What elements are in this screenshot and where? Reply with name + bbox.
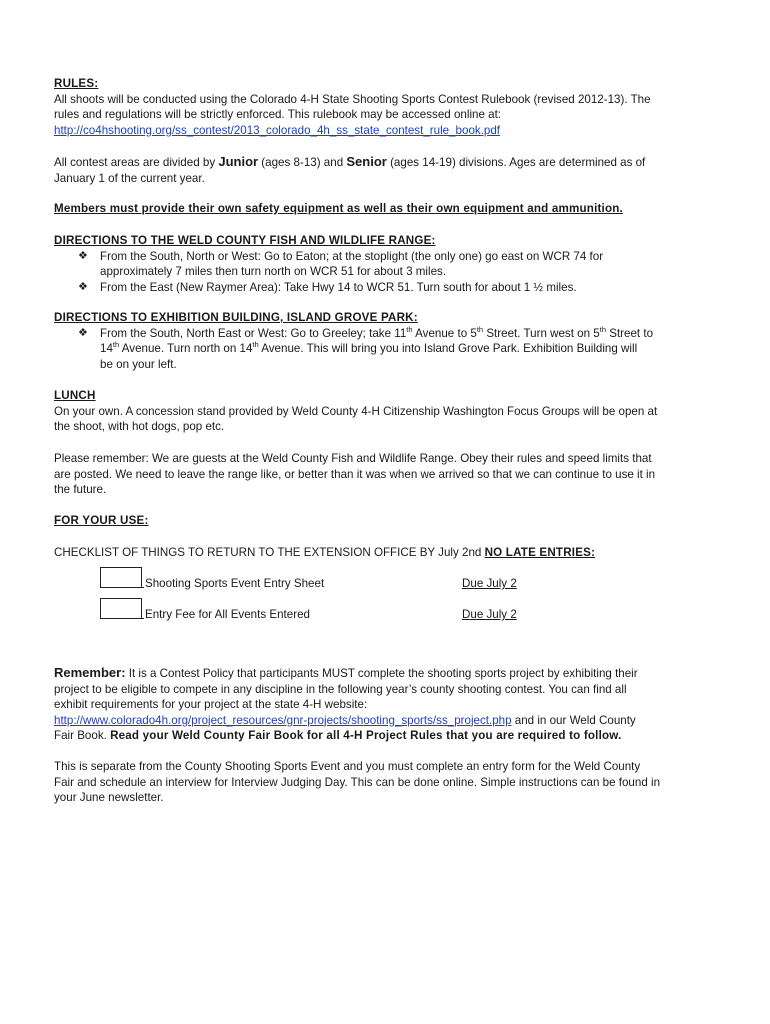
- remember-label: Remember:: [54, 665, 126, 680]
- checklist-item-label: Entry Fee for All Events Entered: [145, 608, 310, 621]
- direction-text: From the East (New Raymer Area): Take Hwy 14 to WCR 51. Turn south for about 1 ½ miles.: [100, 280, 577, 294]
- checklist-item-label: Shooting Sports Event Entry Sheet: [145, 577, 325, 590]
- separate-text: your June newsletter.: [54, 791, 164, 805]
- policy-paragraph: [54, 665, 722, 744]
- divisions-text: All contest areas are divided by: [54, 156, 219, 169]
- checklist-item-due: Due July 2: [462, 608, 517, 621]
- policy-text: It is a Contest Policy that participants MUST complete the shooting sports project by exhibiting their: [125, 667, 638, 680]
- checklist-item-due: Due July 2: [462, 577, 517, 590]
- direction-text: From the South, North or West: Go to Eaton; at the stoplight (the only one) go east on WCR 74 for: [100, 249, 604, 263]
- diamond-bullet-icon: ❖: [78, 249, 88, 262]
- lunch-text: On your own. A concession stand provided by Weld County 4-H Citizenship Washington Focus Groups will be open at: [54, 404, 658, 418]
- divisions-text: (ages 14-19) divisions. Ages are determined as of: [386, 156, 646, 169]
- checklist-intro: [54, 545, 722, 561]
- junior-label: Junior: [218, 154, 259, 169]
- policy-text: Fair Book.: [54, 729, 111, 743]
- no-late-entries: NO LATE ENTRIES:: [484, 546, 596, 559]
- divisions-text-line: January 1 of the current year.: [54, 171, 205, 185]
- direction-text: approximately 7 miles then turn north on WCR 51 for about 3 miles.: [100, 265, 447, 279]
- project-link[interactable]: http://www.colorado4h.org/project_resources/gnr-projects/shooting_sports/ss_project.php: [54, 713, 512, 727]
- divisions-text: (ages 8-13) and: [258, 156, 347, 169]
- divisions-paragraph: [54, 154, 722, 186]
- park-directions-heading: DIRECTIONS TO EXHIBITION BUILDING, ISLAND GROVE PARK:: [54, 311, 418, 324]
- checklist-text: CHECKLIST OF THINGS TO RETURN TO THE EXTENSION OFFICE BY July 2nd: [54, 546, 485, 559]
- checkbox-entry-fee[interactable]: [100, 598, 142, 619]
- courtesy-text: are posted. We need to leave the range like, or better than it was when we arrived so that we can continue to use it in: [54, 467, 656, 481]
- range-courtesy-paragraph: [54, 451, 722, 498]
- checkbox-entry-sheet[interactable]: [100, 567, 142, 588]
- rules-text-line: rules and regulations will be strictly enforced. This rulebook may be accessed online at:: [54, 108, 502, 122]
- lunch-heading: LUNCH: [54, 389, 96, 402]
- fairbook-notice: Read your Weld County Fair Book for all 4-H Project Rules that you are required to follow.: [110, 729, 622, 743]
- direction-text: be on your left.: [100, 357, 177, 371]
- diamond-bullet-icon: ❖: [78, 280, 88, 293]
- range-directions-section: [54, 233, 722, 295]
- separate-entry-paragraph: [54, 759, 722, 806]
- separate-text: This is separate from the County Shooting Sports Event and you must complete an entry form for the Weld County: [54, 760, 641, 773]
- list-item: [54, 249, 722, 280]
- courtesy-text: Please remember: We are guests at the Weld County Fish and Wildlife Range. Obey their rules and speed limits that: [54, 452, 652, 465]
- senior-label: Senior: [346, 154, 387, 169]
- lunch-section: [54, 388, 722, 435]
- diamond-bullet-icon: ❖: [78, 326, 88, 339]
- range-directions-heading: DIRECTIONS TO THE WELD COUNTY FISH AND WILDLIFE RANGE:: [54, 234, 436, 247]
- rules-section: [54, 76, 722, 138]
- lunch-text: the shoot, with hot dogs, pop etc.: [54, 420, 225, 434]
- park-directions-section: [54, 310, 722, 372]
- equipment-notice: Members must provide their own safety equipment as well as their own equipment and ammunition.: [54, 202, 623, 215]
- rules-text-line: All shoots will be conducted using the Colorado 4-H State Shooting Sports Contest Rulebook (revised 2012-13). The: [54, 92, 651, 106]
- direction-text: 14th Avenue. Turn north on 14th Avenue. This will bring you into Island Grove Park. Exhibition Building will: [100, 340, 638, 356]
- for-your-use-heading: FOR YOUR USE:: [54, 514, 149, 527]
- policy-text: project to be eligible to compete in any discipline in the following year’s county shooting contest. You can find all: [54, 682, 627, 696]
- checkbox-underline: [100, 618, 144, 619]
- courtesy-text: the future.: [54, 483, 107, 497]
- separate-text: Fair and schedule an interview for Interview Judging Day. This can be done online. Simple instructions can be found in: [54, 775, 661, 789]
- direction-text: From the South, North East or West: Go to Greeley; take 11th Avenue to 5th Street. Turn west on 5th Street to: [100, 324, 654, 340]
- list-item: [54, 280, 722, 296]
- policy-text: and in our Weld County: [511, 713, 636, 727]
- checkbox-underline: [100, 587, 144, 588]
- rulebook-link[interactable]: http://co4hshooting.org/ss_contest/2013_colorado_4h_ss_state_contest_rule_book.pdf: [54, 123, 501, 137]
- policy-text: exhibit requirements for your project at the state 4-H website:: [54, 698, 368, 712]
- rules-heading: RULES:: [54, 77, 99, 90]
- list-item: [54, 326, 722, 373]
